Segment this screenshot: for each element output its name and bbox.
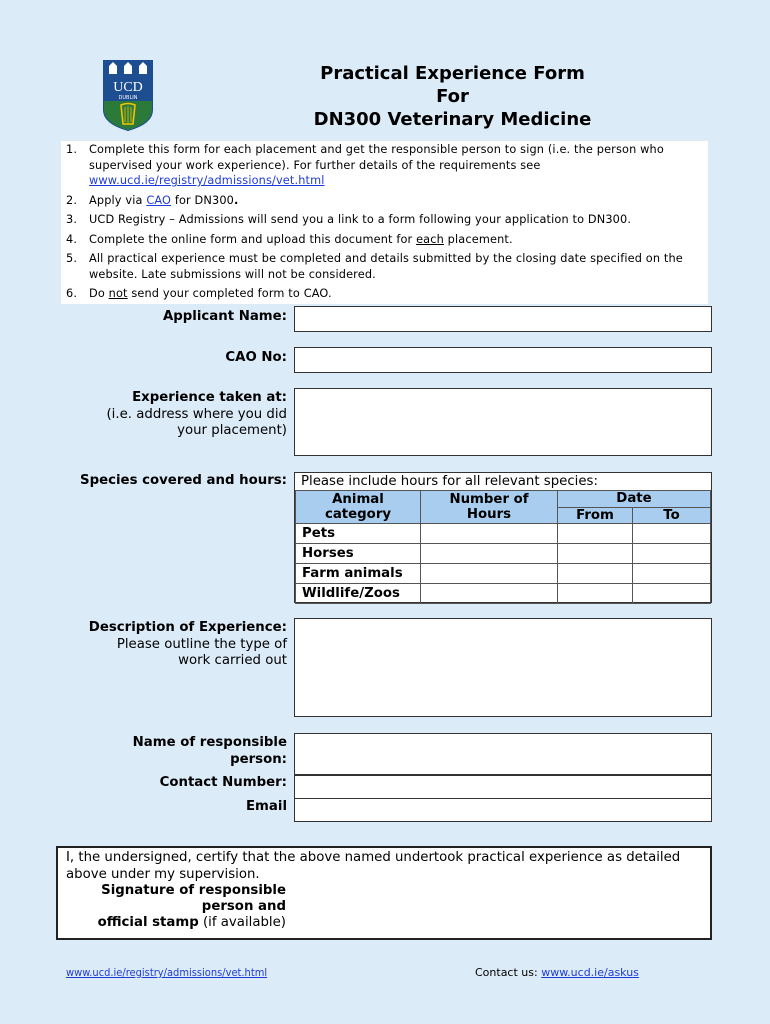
applicant-name-label: Applicant Name: (162, 309, 287, 324)
instruction-text: Apply via (89, 193, 147, 207)
table-row (296, 584, 711, 604)
hours-cell[interactable] (421, 544, 558, 564)
species-table (295, 490, 711, 604)
species-table-box (294, 472, 712, 603)
from-cell[interactable] (558, 524, 633, 544)
table-row (296, 564, 711, 584)
instruction-5 (61, 251, 708, 282)
cao-no-field[interactable] (294, 347, 712, 373)
instruction-number: 3. (66, 213, 78, 226)
instruction-number: 4. (66, 232, 78, 246)
species-label: Species covered and hours: (80, 473, 287, 488)
description-hint: Please outline the type of (116, 636, 287, 652)
hours-cell[interactable] (421, 524, 558, 544)
experience-hint: (i.e. address where you did (106, 406, 287, 422)
species-hint: Please include hours for all relevant species: (301, 474, 598, 489)
responsible-person-field[interactable] (294, 733, 712, 775)
instruction-text: Complete this form for each placement and get the responsible person to sign (i.e. the person who supervised your work experience). For further details of the requirements see (89, 143, 664, 172)
instruction-6 (61, 286, 708, 302)
footer-vet-link[interactable]: www.ucd.ie/registry/admissions/vet.html (66, 966, 268, 979)
instructions-list (61, 141, 708, 304)
instruction-number: 5. (66, 252, 78, 265)
table-row (296, 544, 711, 564)
responsible-person-label: Name of responsible person: (132, 735, 287, 767)
instruction-4 (61, 232, 708, 248)
from-cell[interactable] (558, 544, 633, 564)
description-field[interactable] (294, 618, 712, 717)
askus-link[interactable]: www.ucd.ie/askus (541, 966, 639, 979)
instruction-emphasis: not (108, 287, 128, 300)
from-cell[interactable] (558, 564, 633, 584)
experience-address-field[interactable] (294, 388, 712, 456)
instruction-number: 2. (66, 193, 78, 207)
instruction-emphasis: each (416, 232, 444, 246)
instruction-text: for DN300 (171, 193, 235, 207)
signature-label: Signature of responsible person and official stamp (if available) (97, 883, 286, 930)
instruction-number: 1. (66, 143, 78, 156)
logo-dublin-text: DUBLIN (118, 95, 138, 101)
from-cell[interactable] (558, 584, 633, 604)
instruction-1 (61, 142, 708, 189)
col-to: To (633, 507, 711, 524)
cao-link[interactable]: CAO (146, 193, 172, 207)
table-row (296, 524, 711, 544)
description-label: Description of Experience: Please outline the type of work carried out (88, 620, 287, 668)
instruction-number: 6. (66, 287, 78, 300)
instruction-text: Do (89, 287, 109, 300)
row-category: Pets (296, 524, 421, 544)
col-number-of-hours: Number of Hours (421, 491, 558, 524)
row-category: Wildlife/Zoos (296, 584, 421, 604)
hours-cell[interactable] (421, 584, 558, 604)
title-line-2: For (436, 86, 469, 107)
signature-field[interactable] (294, 882, 708, 936)
instruction-text: send your completed form to CAO. (127, 287, 332, 300)
col-date: Date (558, 491, 711, 508)
contact-number-field[interactable] (294, 775, 712, 799)
to-cell[interactable] (633, 544, 711, 564)
title-line-1: Practical Experience Form (320, 63, 585, 84)
applicant-name-field[interactable] (294, 306, 712, 332)
description-hint: work carried out (178, 653, 287, 668)
row-category: Horses (296, 544, 421, 564)
to-cell[interactable] (633, 584, 711, 604)
instruction-period: . (234, 193, 239, 207)
to-cell[interactable] (633, 564, 711, 584)
col-from: From (558, 507, 633, 524)
instruction-text: UCD Registry – Admissions will send you a link to a form following your application to DN300. (89, 213, 632, 226)
page-title (250, 62, 655, 131)
signature-box (56, 846, 712, 940)
col-animal-category: Animal category (296, 491, 421, 524)
instruction-3 (61, 212, 708, 228)
experience-hint: your placement) (177, 423, 287, 438)
footer-contact (475, 966, 639, 979)
instruction-2 (61, 193, 708, 209)
to-cell[interactable] (633, 524, 711, 544)
ucd-crest-logo (101, 58, 155, 132)
instruction-text: placement. (443, 232, 513, 246)
email-label: Email (245, 799, 287, 814)
contact-label: Contact us: (475, 966, 542, 979)
vet-admissions-link[interactable]: www.ucd.ie/registry/admissions/vet.html (89, 174, 325, 187)
row-category: Farm animals (296, 564, 421, 584)
email-field[interactable] (294, 798, 712, 822)
experience-label: Experience taken at: (i.e. address where you did your placement) (106, 390, 287, 438)
cao-no-label: CAO No: (225, 350, 287, 365)
hours-cell[interactable] (421, 564, 558, 584)
certification-statement: I, the undersigned, certify that the above named undertook practical experience as detailed above under my supervision. (66, 850, 681, 882)
contact-number-label: Contact Number: (159, 775, 287, 790)
instruction-text: Complete the online form and upload this document for (89, 232, 417, 246)
instruction-text: All practical experience must be completed and details submitted by the closing date specified on the website. Late submissions will not be considered. (89, 252, 683, 281)
logo-ucd-text: UCD (113, 80, 143, 95)
title-line-3: DN300 Veterinary Medicine (313, 109, 592, 130)
